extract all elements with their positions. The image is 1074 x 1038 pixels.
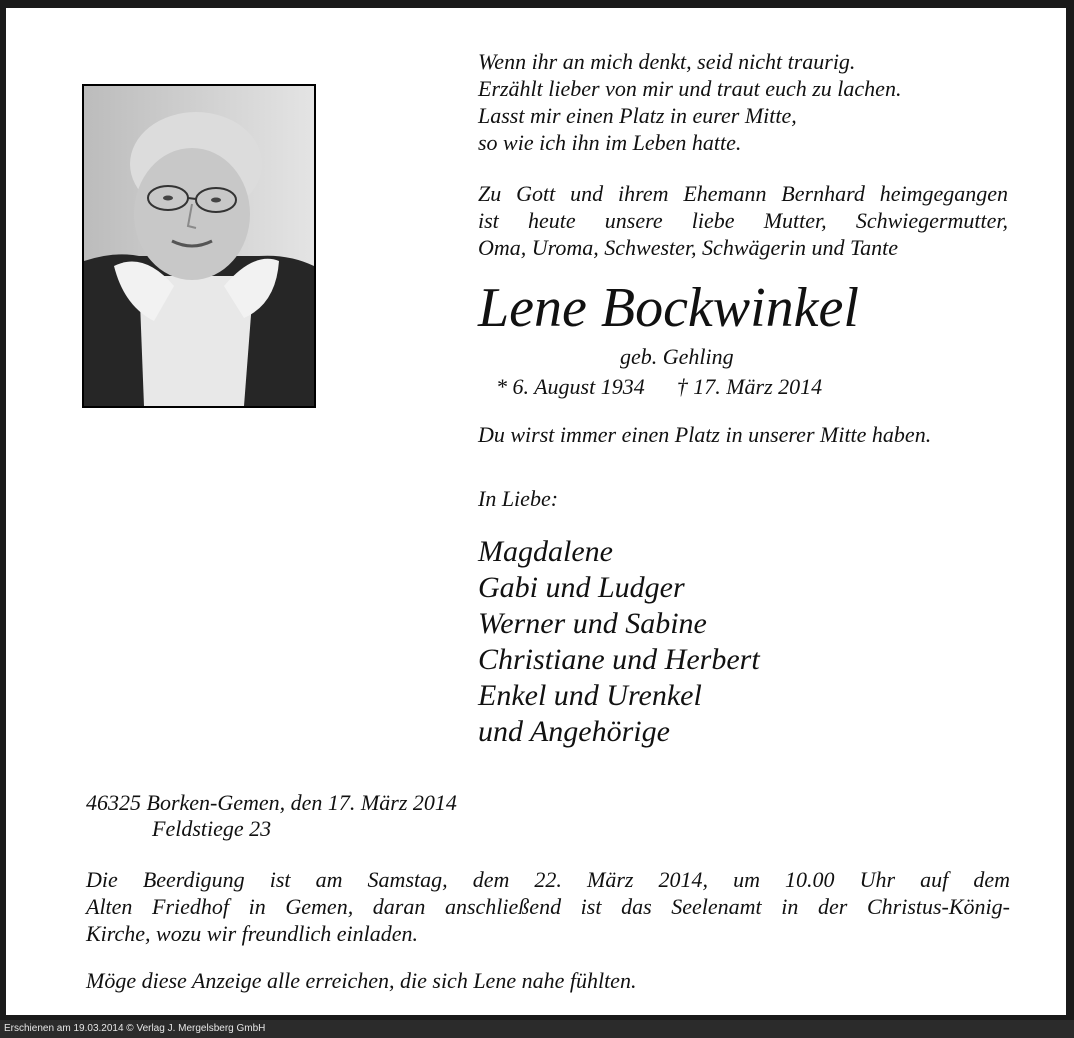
portrait-image (84, 86, 314, 406)
mourner-name: und Angehörige (478, 715, 670, 748)
in-love-label: In Liebe: (478, 486, 559, 511)
poem-line: Lasst mir einen Platz in eurer Mitte, (478, 103, 797, 128)
mourners-list (478, 534, 760, 750)
deceased-name: Lene Bockwinkel (478, 277, 859, 339)
mourner-name: Gabi und Ludger (478, 571, 685, 604)
life-dates (496, 374, 822, 400)
funeral-line: Alten Friedhof in Gemen, daran anschließend ist das Seelenamt in der Christus-König- (86, 894, 1010, 919)
funeral-details (86, 866, 1010, 947)
place-and-date: 46325 Borken-Gemen, den 17. März 2014 (86, 790, 457, 815)
closing-note: Möge diese Anzeige alle erreichen, die sich Lene nahe fühlten. (86, 968, 637, 993)
funeral-line: Kirche, wozu wir freundlich einladen. (86, 921, 419, 946)
death-date: † 17. März 2014 (676, 374, 823, 399)
birth-date: * 6. August 1934 (496, 374, 645, 399)
intro-line: Zu Gott und ihrem Ehemann Bernhard heimgegangen (478, 181, 1008, 206)
announcement-intro (478, 180, 1008, 261)
publication-footer: Erschienen am 19.03.2014 © Verlag J. Mergelsberg GmbH (0, 1020, 1074, 1038)
mourner-name: Werner und Sabine (478, 607, 707, 640)
intro-line: Oma, Uroma, Schwester, Schwägerin und Tante (478, 235, 899, 260)
maiden-name: geb. Gehling (620, 344, 734, 369)
poem (478, 48, 901, 156)
intro-line: ist heute unsere liebe Mutter, Schwiegermutter, (478, 208, 1008, 233)
mourner-name: Enkel und Urenkel (478, 679, 702, 712)
obituary-notice (6, 8, 1066, 1015)
funeral-line: Die Beerdigung ist am Samstag, dem 22. März 2014, um 10.00 Uhr auf dem (86, 867, 1010, 892)
portrait-photo (82, 84, 316, 408)
street-address: Feldstiege 23 (152, 816, 272, 841)
mourner-name: Magdalene (478, 535, 613, 568)
poem-line: Erzählt lieber von mir und traut euch zu lachen. (478, 76, 902, 101)
poem-line: Wenn ihr an mich denkt, seid nicht traurig. (478, 49, 856, 74)
motto: Du wirst immer einen Platz in unserer Mitte haben. (478, 422, 932, 447)
poem-line: so wie ich ihn im Leben hatte. (478, 130, 742, 155)
mourner-name: Christiane und Herbert (478, 643, 760, 676)
